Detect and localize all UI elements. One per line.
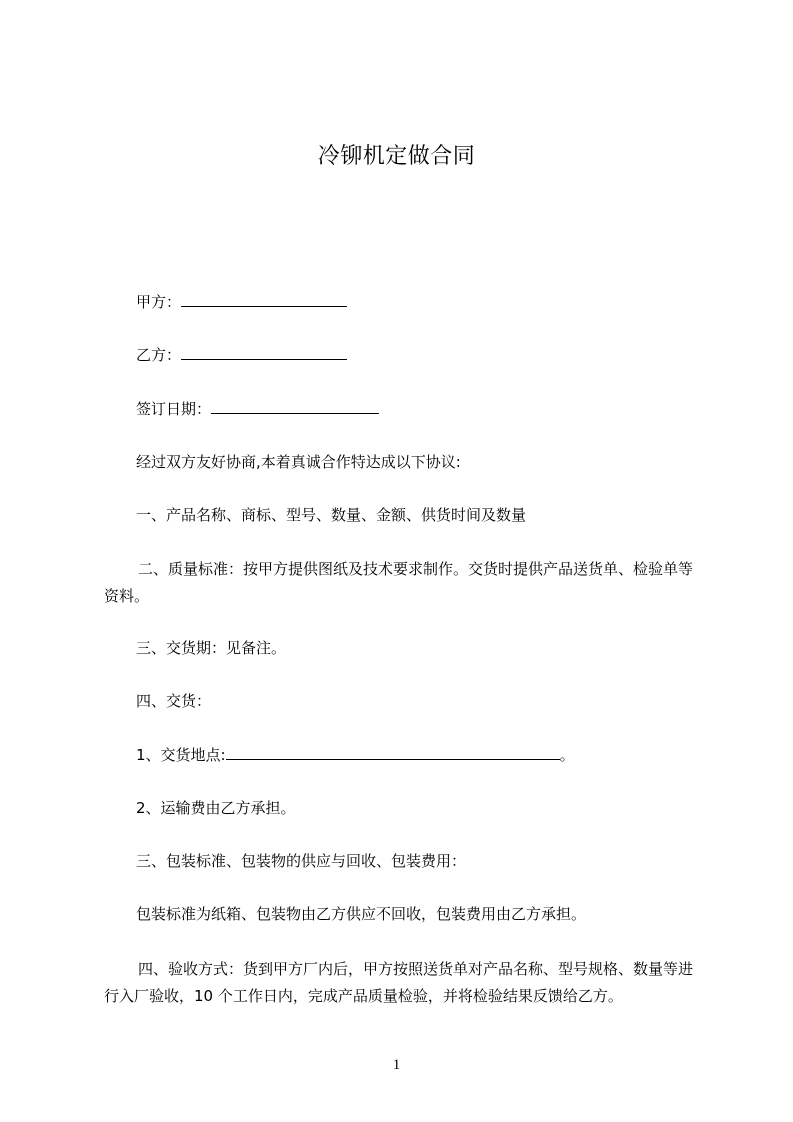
party-b-line xyxy=(136,344,347,366)
clause-3-heading: 三、交货期：见备注。 xyxy=(136,639,287,657)
packaging-heading: 三、包装标准、包装物的供应与回收、包装费用： xyxy=(136,852,467,870)
party-b-label: 乙方： xyxy=(136,346,182,364)
sign-date-line xyxy=(136,398,379,420)
party-a-label: 甲方： xyxy=(136,293,182,311)
freight-line: 2、运输费由乙方承担。 xyxy=(136,799,296,817)
packaging-text: 包装标准为纸箱、包装物由乙方供应不回收，包装费用由乙方承担。 xyxy=(136,905,587,923)
party-a-line xyxy=(136,291,347,313)
sign-date-blank xyxy=(211,398,379,414)
clause-4-heading: 四、交货： xyxy=(136,692,212,710)
contract-title: 冷铆机定做合同 xyxy=(317,144,476,169)
delivery-place-blank xyxy=(226,744,560,760)
delivery-place-line xyxy=(136,744,575,766)
acceptance-paragraph: 四、验收方式：货到甲方厂内后，甲方按照送货单对产品名称、型号规格、数量等进行入厂验收，10 个工作日内，完成产品质量检验，并将检验结果反馈给乙方。 xyxy=(104,960,694,1005)
party-b-blank xyxy=(181,344,347,360)
delivery-place-end: 。 xyxy=(559,746,575,764)
clause-1-heading: 一、产品名称、商标、型号、数量、金额、供货时间及数量 xyxy=(136,506,527,524)
page-number: 1 xyxy=(392,1057,401,1073)
delivery-place-label: 1、交货地点: xyxy=(136,746,226,764)
sign-date-label: 签订日期： xyxy=(136,400,212,418)
intro-paragraph: 经过双方友好协商,本着真诚合作特达成以下协议: xyxy=(136,453,461,471)
clause-2-paragraph: 二、质量标准：按甲方提供图纸及技术要求制作。交货时提供产品送货单、检验单等资料。 xyxy=(104,560,694,605)
party-a-blank xyxy=(181,291,347,307)
